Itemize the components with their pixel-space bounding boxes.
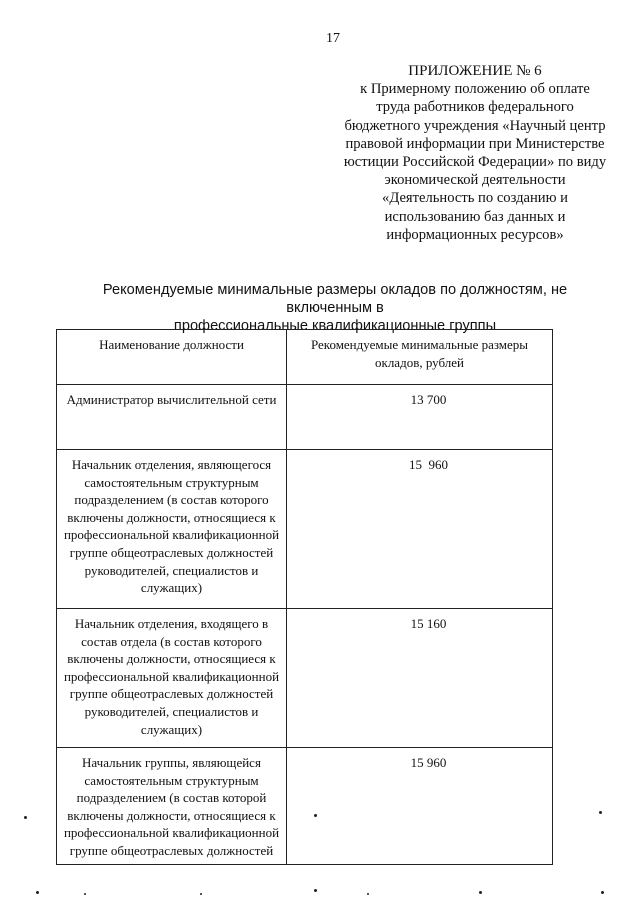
position-cell xyxy=(57,748,287,865)
scan-speck xyxy=(314,889,317,892)
position-line: Начальник группы, являющейся xyxy=(82,755,261,770)
position-line: самостоятельным структурным xyxy=(84,474,259,490)
salary-cell xyxy=(287,609,553,748)
scan-speck xyxy=(601,891,604,894)
position-line: служащих) xyxy=(140,580,203,596)
position-line: включены должности, относящиеся к xyxy=(67,807,276,823)
position-line: руководителей, специалистов и xyxy=(84,562,259,578)
salary-value: 13 700 xyxy=(410,392,447,407)
table-row xyxy=(57,609,553,748)
position-line: самостоятельным структурным xyxy=(84,772,259,788)
position-line: Администратор вычислительной сети xyxy=(66,392,277,407)
position-cell xyxy=(57,385,287,450)
salary-value: 15 960 xyxy=(410,755,447,770)
position-line: подразделением (в состав которого xyxy=(74,492,269,508)
scan-speck xyxy=(367,893,369,895)
position-line: служащих) xyxy=(140,721,203,737)
table-heading xyxy=(60,281,610,335)
appendix-line: экономической деятельности xyxy=(384,172,566,189)
position-line: профессиональной квалификационной xyxy=(63,825,280,841)
table-header-row xyxy=(57,330,553,385)
header-salary-line: Рекомендуемые минимальные размеры xyxy=(310,337,529,352)
appendix-line: бюджетного учреждения «Научный центр xyxy=(344,117,606,134)
position-line: включены должности, относящиеся к xyxy=(67,509,276,525)
appendix-line: «Деятельность по созданию и xyxy=(382,190,568,207)
header-position: Наименование должности xyxy=(57,330,287,385)
heading-line: Рекомендуемые минимальные размеры окладов по должностям, не включенным в xyxy=(102,282,568,316)
salary-cell xyxy=(287,748,553,865)
position-cell xyxy=(57,450,287,609)
scan-speck xyxy=(599,811,602,814)
scan-speck xyxy=(200,893,202,895)
header-salary xyxy=(287,330,553,385)
position-line: Начальник отделения, входящего в xyxy=(74,616,269,631)
salary-cell xyxy=(287,450,553,609)
salary-cell xyxy=(287,385,553,450)
salary-value: 15 160 xyxy=(410,616,447,631)
header-salary-line: окладов, рублей xyxy=(375,354,464,370)
position-line: группе общеотраслевых должностей xyxy=(69,686,274,702)
position-line: профессиональной квалификационной xyxy=(63,527,280,543)
appendix-line: правовой информации при Министерстве xyxy=(345,135,605,152)
appendix-block xyxy=(330,62,620,244)
position-line: группе общеотраслевых должностей xyxy=(69,544,274,560)
table-row xyxy=(57,450,553,609)
position-cell xyxy=(57,609,287,748)
salary-value: 15 960 xyxy=(409,457,448,472)
scan-speck xyxy=(479,891,482,894)
appendix-line: использованию баз данных и xyxy=(384,208,566,225)
appendix-line: юстиции Российской Федерации» по виду xyxy=(343,154,607,171)
table-row xyxy=(57,385,553,450)
scan-speck xyxy=(24,816,27,819)
position-line: состав отдела (в состав которого xyxy=(81,633,262,649)
scan-speck xyxy=(36,891,39,894)
appendix-line: к Примерному положению об оплате xyxy=(360,81,590,98)
page-number: 17 xyxy=(326,31,340,46)
position-line: группе общеотраслевых должностей xyxy=(69,842,274,858)
appendix-line: информационных ресурсов» xyxy=(386,226,564,243)
position-line: подразделением (в состав которой xyxy=(76,790,267,806)
position-line: включены должности, относящиеся к xyxy=(67,651,276,667)
salary-table xyxy=(56,329,553,865)
scan-speck xyxy=(84,893,86,895)
scan-speck xyxy=(314,814,317,817)
position-line: руководителей, специалистов и xyxy=(84,703,259,719)
appendix-line: труда работников федерального xyxy=(376,99,574,116)
position-line: профессиональной квалификационной xyxy=(63,668,280,684)
heading-line: профессиональные квалификационные группы xyxy=(173,318,497,334)
table-row xyxy=(57,748,553,865)
appendix-title: ПРИЛОЖЕНИЕ № 6 xyxy=(408,63,542,79)
position-line: Начальник отделения, являющегося xyxy=(71,457,272,472)
